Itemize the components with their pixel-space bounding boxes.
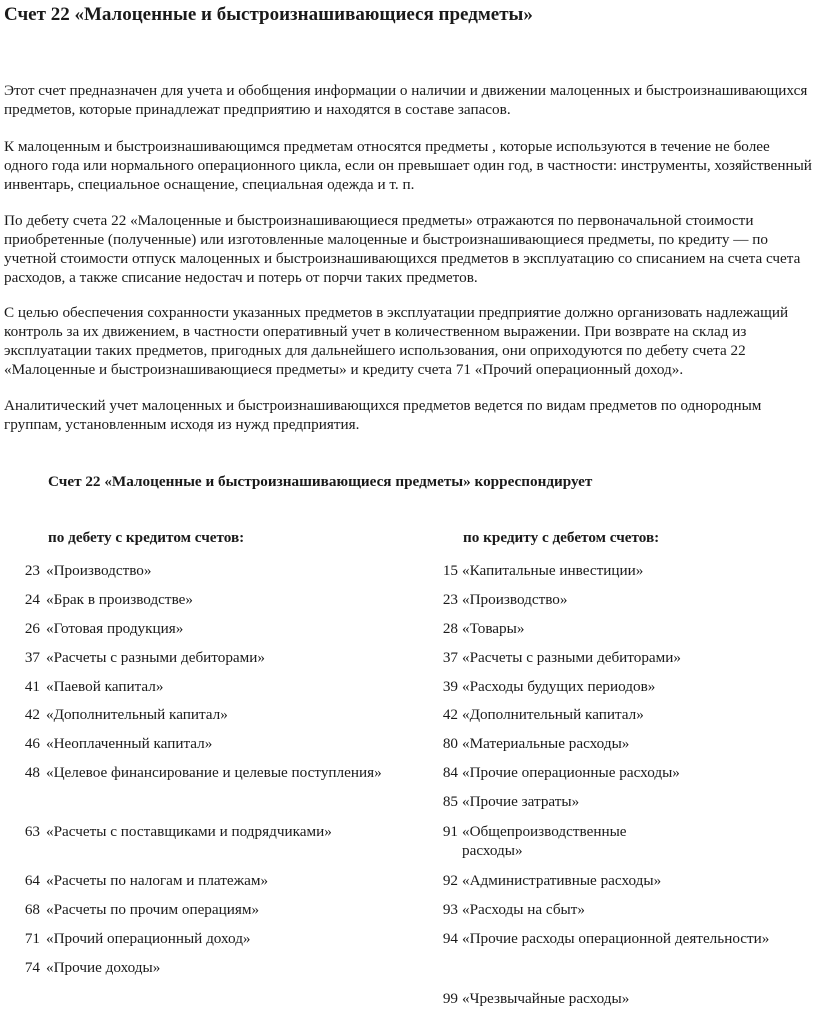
account-name: «Расходы на сбыт» xyxy=(462,901,585,918)
account-name: «Прочий операционный доход» xyxy=(46,930,251,947)
account-number: 42 xyxy=(442,706,458,723)
account-number: 42 xyxy=(24,706,40,723)
credit-column-header: по кредиту с дебетом счетов: xyxy=(463,529,660,546)
account-number: 23 xyxy=(442,591,458,608)
account-number: 85 xyxy=(442,793,458,810)
account-name: «Дополнительный капитал» xyxy=(46,706,228,723)
account-name: «Административные расходы» xyxy=(462,872,662,889)
account-number: 26 xyxy=(24,620,40,637)
account-name: «Неоплаченный капитал» xyxy=(46,735,213,752)
account-name: «Производство» xyxy=(462,591,568,608)
account-name: «Прочие доходы» xyxy=(46,959,161,976)
account-number: 91 xyxy=(442,823,458,840)
paragraph-purpose: Этот счет предназначен для учета и обобщения информации о наличии и движении малоценных и быстроизнашивающихся предметов, которые принадлежат предприятию и находятся в составе запасов. xyxy=(4,82,808,118)
account-name: «Дополнительный капитал» xyxy=(462,706,644,723)
account-number: 48 xyxy=(24,764,40,781)
account-name: «Готовая продукция» xyxy=(46,620,184,637)
account-name: «Целевое финансирование и целевые поступления» xyxy=(46,764,382,781)
account-name: «Расчеты по прочим операциям» xyxy=(46,901,260,918)
account-name: «Прочие операционные расходы» xyxy=(462,764,680,781)
paragraph-analytics: Аналитический учет малоценных и быстроизнашивающихся предметов ведется по видам предметов по однородным группам, установленным исходя из нужд предприятия. xyxy=(4,397,762,433)
account-number: 24 xyxy=(24,591,40,608)
account-number: 92 xyxy=(442,872,458,889)
account-name: «Расчеты по налогам и платежам» xyxy=(46,872,269,889)
account-number: 63 xyxy=(24,823,40,840)
paragraph-control: С целью обеспечения сохранности указанных предметов в эксплуатации предприятие должно организовать надлежащий контроль за их движением, в частности оперативный учет в количественном выражении. При возврате на склад из эксплуатации таких предметов, пригодных для дальнейшего использования, они оприходуются по дебету счета 22 «Малоценные и быстроизнашивающиеся предметы» и кредиту счета 71 «Прочий операционный доход». xyxy=(4,304,789,378)
account-number: 94 xyxy=(442,930,458,947)
account-number: 15 xyxy=(442,562,458,579)
paragraph-definition: К малоценным и быстроизнашивающимся предметам относятся предметы , которые используются в течение не более одного года или нормального операционного цикла, если он превышает один год, в частности: инструменты, хозяйственный инвентарь, специальное оснащение, специальная одежда и т. п. xyxy=(4,138,812,193)
account-name: «Прочие затраты» xyxy=(462,793,580,810)
account-name: «Прочие расходы операционной деятельности» xyxy=(462,930,770,947)
account-name: «Расчеты с поставщиками и подрядчиками» xyxy=(46,823,332,840)
account-number: 74 xyxy=(24,959,40,976)
account-name: «Товары» xyxy=(462,620,525,637)
account-name: «Брак в производстве» xyxy=(46,591,193,608)
account-number: 64 xyxy=(24,872,40,889)
account-name: «Расчеты с разными дебиторами» xyxy=(462,649,681,666)
paragraph-debit-credit: По дебету счета 22 «Малоценные и быстроизнашивающиеся предметы» отражаются по первоначальной стоимости приобретенные (полученные) или изготовленные малоценные и быстроизнашивающиеся предметы, по кредиту — по учетной стоимости отпуск малоценных и быстроизнашивающихся предметов в эксплуатацию со списанием на счета счета расходов, а также списание недостач и потерь от порчи таких предметов. xyxy=(4,212,801,286)
account-number: 39 xyxy=(442,678,458,695)
account-name: «Общепроизводственные расходы» xyxy=(462,823,627,859)
correspondence-title: Счет 22 «Малоценные и быстроизнашивающиеся предметы» корреспондирует xyxy=(48,473,593,490)
account-name: «Паевой капитал» xyxy=(46,678,164,695)
debit-column-header: по дебету с кредитом счетов: xyxy=(48,529,245,546)
account-number: 28 xyxy=(442,620,458,637)
account-number: 84 xyxy=(442,764,458,781)
account-number: 71 xyxy=(24,930,40,947)
account-number: 99 xyxy=(442,990,458,1007)
account-number: 46 xyxy=(24,735,40,752)
account-name: «Чрезвычайные расходы» xyxy=(462,990,630,1007)
account-number: 41 xyxy=(24,678,40,695)
account-name: «Расчеты с разными дебиторами» xyxy=(46,649,265,666)
account-name: «Расходы будущих периодов» xyxy=(462,678,656,695)
account-number: 37 xyxy=(442,649,458,666)
account-number: 68 xyxy=(24,901,40,918)
page-title: Счет 22 «Малоценные и быстроизнашивающиеся предметы» xyxy=(4,4,533,25)
account-number: 80 xyxy=(442,735,458,752)
account-name: «Капитальные инвестиции» xyxy=(462,562,644,579)
account-number: 23 xyxy=(24,562,40,579)
account-number: 93 xyxy=(442,901,458,918)
account-name: «Материальные расходы» xyxy=(462,735,630,752)
account-name: «Производство» xyxy=(46,562,152,579)
account-number: 37 xyxy=(24,649,40,666)
